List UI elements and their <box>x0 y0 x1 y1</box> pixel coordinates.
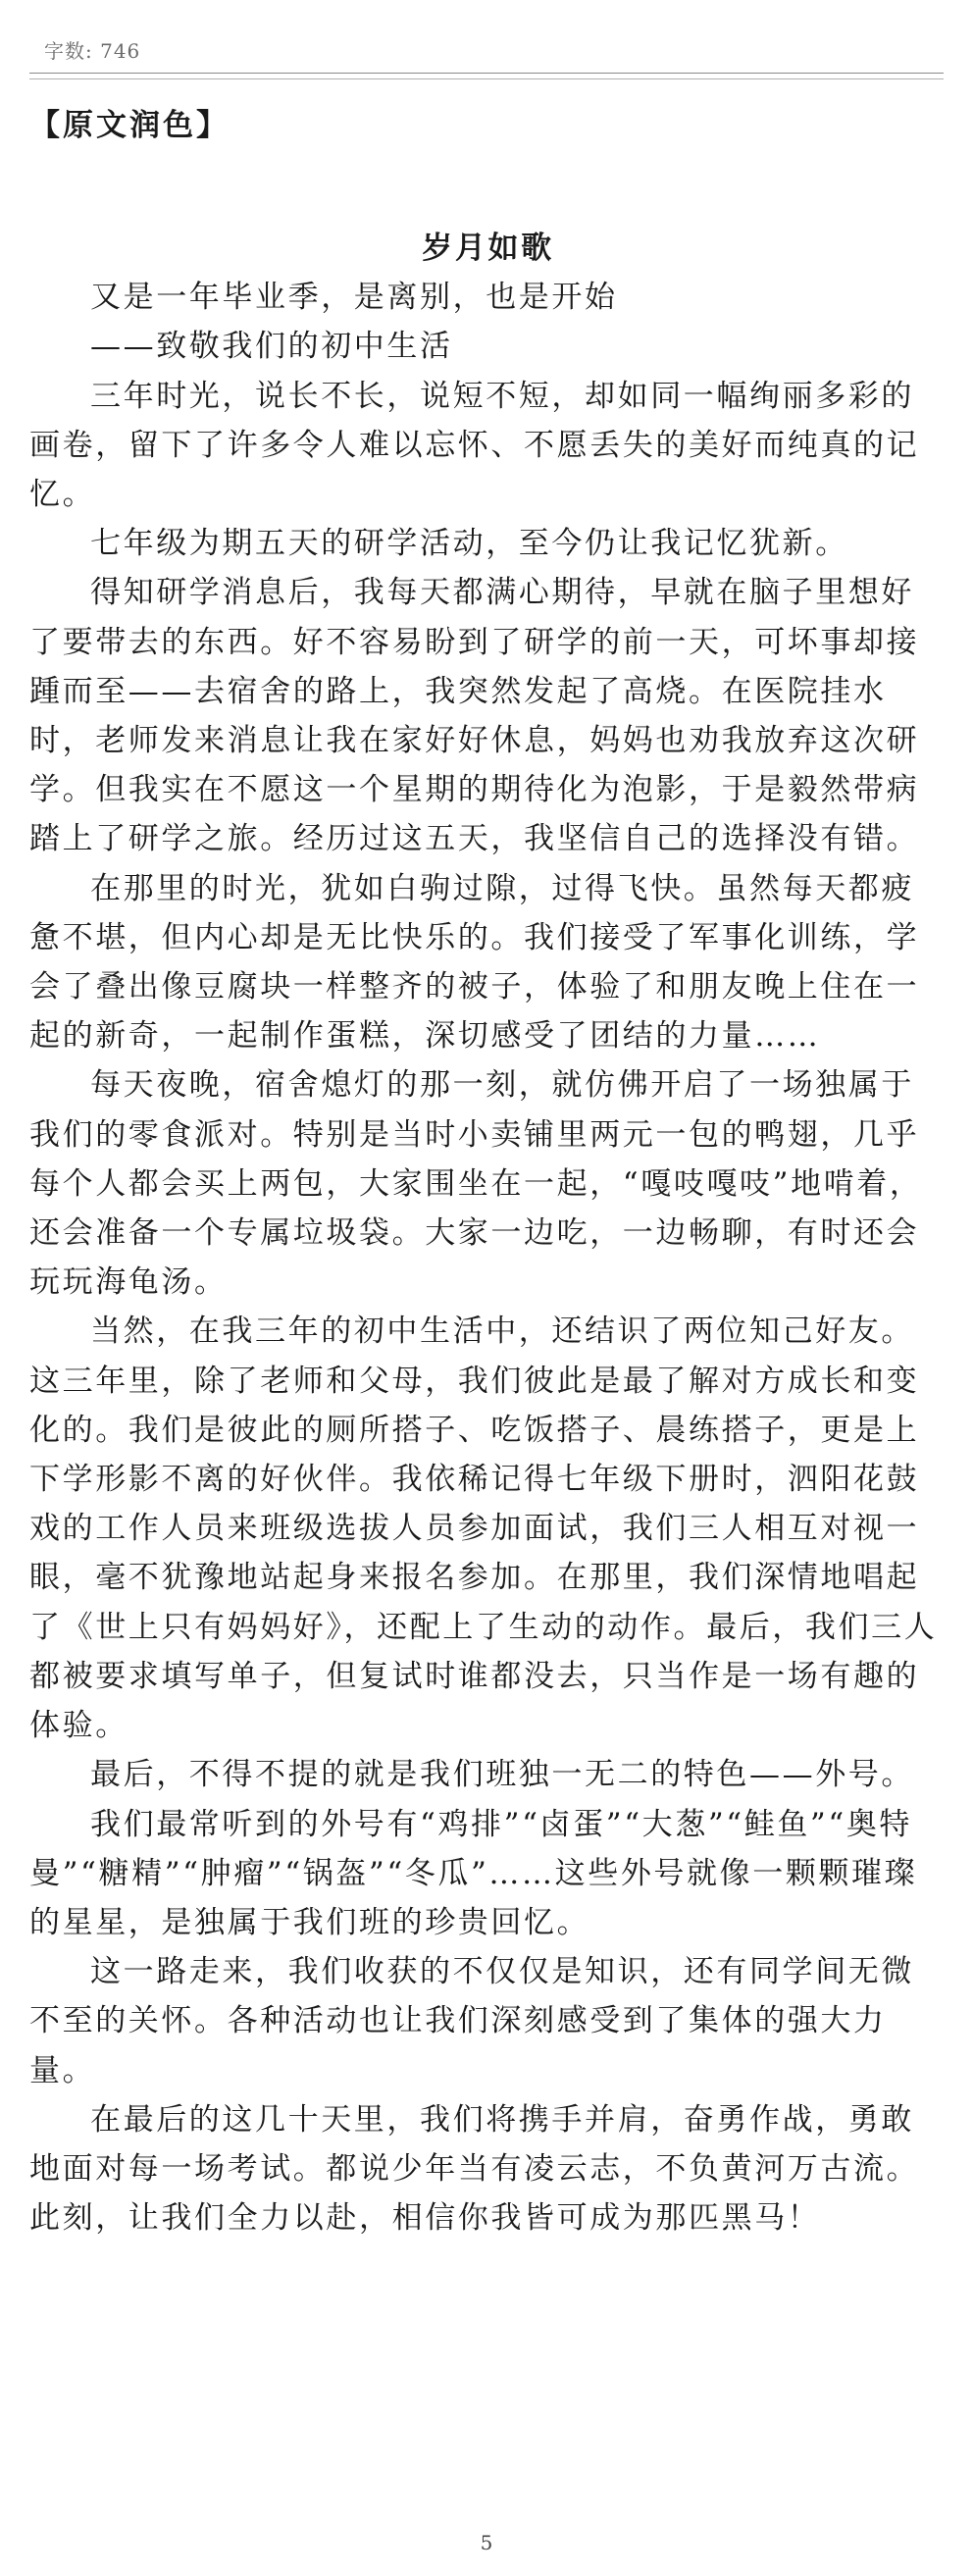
paragraph: 最后，不得不提的就是我们班独一无二的特色——外号。 <box>90 1757 914 1793</box>
essay-subtitle: 又是一年毕业季，是离别，也是开始 <box>90 280 618 316</box>
word-count-label: 字数: 746 <box>44 39 141 63</box>
essay-body <box>29 224 947 2242</box>
paragraph: 三年时光，说长不长，说短不短，却如同一幅绚丽多彩的画卷，留下了许多令人难以忘怀、不愿丢失的美好而纯真的记忆。 <box>29 378 920 513</box>
header-divider-top <box>29 73 944 74</box>
paragraph: 七年级为期五天的研学活动，至今仍让我记忆犹新。 <box>90 526 848 562</box>
page-number: 5 <box>480 2531 493 2554</box>
paragraph: 每天夜晚，宿舍熄灯的那一刻，就仿佛开启了一场独属于我们的零食派对。特别是当时小卖铺里两元一包的鸭翅，几乎每个人都会买上两包，大家围坐在一起，“嘎吱嘎吱”地啃着，还会准备一个专属垃圾袋。大家一边吃，一边畅聊，有时还会玩玩海龟汤。 <box>29 1067 923 1301</box>
essay-title: 岁月如歌 <box>422 231 554 266</box>
header-divider-bottom <box>29 78 944 79</box>
section-heading: 【原文润色】 <box>29 108 230 143</box>
paragraph: 当然，在我三年的初中生活中，还结识了两位知己好友。这三年里，除了老师和父母，我们彼此是最了解对方成长和变化的。我们是彼此的厕所搭子、吃饭搭子、晨练搭子，更是上下学形影不离的好伙伴。我依稀记得七年级下册时，泗阳花鼓戏的工作人员来班级选拔人员参加面试，我们三人相互对视一眼，毫不犹豫地站起身来报名参加。在那里，我们深情地唱起了《世上只有妈妈好》，还配上了生动的动作。最后，我们三人都被要求填写单子，但复试时谁都没去，只当作是一场有趣的体验。 <box>29 1314 938 1744</box>
paragraph: 得知研学消息后，我每天都满心期待，早就在脑子里想好了要带去的东西。好不容易盼到了研学的前一天，可坏事却接踵而至——去宿舍的路上，我突然发起了高烧。在医院挂水时，老师发来消息让我在家好好休息，妈妈也劝我放弃这次研学。但我实在不愿这一个星期的期待化为泡影，于是毅然带病踏上了研学之旅。经历过这五天，我坚信自己的选择没有错。 <box>29 575 920 857</box>
paragraph: 在最后的这几十天里，我们将携手并肩，奋勇作战，勇敢地面对每一场考试。都说少年当有凌云志，不负黄河万古流。此刻，让我们全力以赴，相信你我皆可成为那匹黑马！ <box>29 2101 920 2237</box>
essay-dedication: ——致敬我们的初中生活 <box>90 329 453 365</box>
paragraph: 这一路走来，我们收获的不仅仅是知识，还有同学间无微不至的关怀。各种活动也让我们深刻感受到了集体的强大力量。 <box>29 1954 914 2088</box>
paragraph: 在那里的时光，犹如白驹过隙，过得飞快。虽然每天都疲惫不堪，但内心却是无比快乐的。我们接受了军事化训练，学会了叠出像豆腐块一样整齐的被子，体验了和朋友晚上住在一起的新奇，一起制作蛋糕，深切感受了团结的力量…… <box>29 870 920 1055</box>
paragraph: 我们最常听到的外号有“鸡排”“卤蛋”“大葱”“鲑鱼”“奥特曼”“糖精”“肿瘤”“锅盔”“冬瓜”……这些外号就像一颗颗璀璨的星星，是独属于我们班的珍贵回忆。 <box>29 1806 918 1940</box>
